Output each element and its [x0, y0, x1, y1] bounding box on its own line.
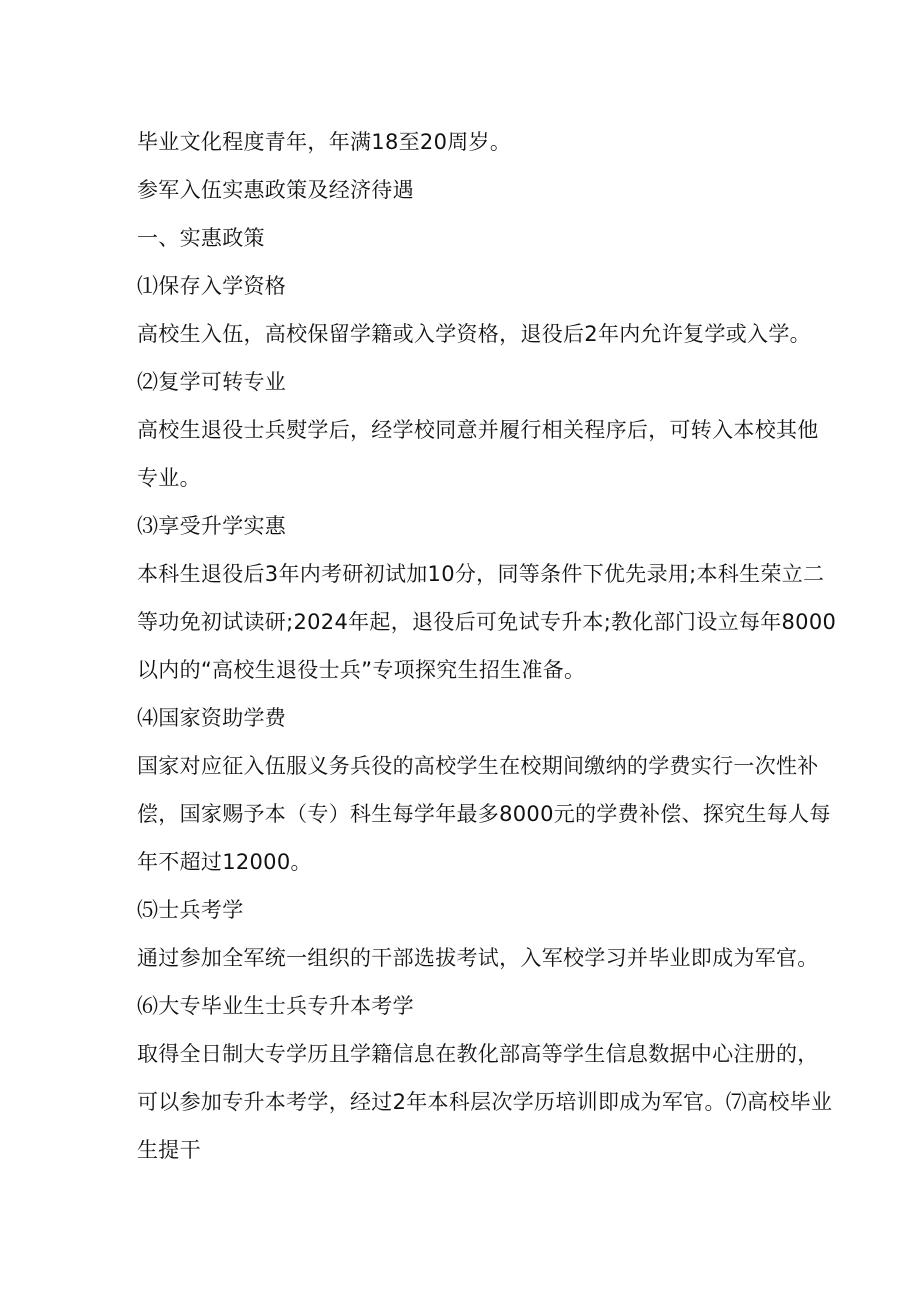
text-line: 偿，国家赐予本（专）科生每学年最多8000元的学费补偿、探究生每人每 — [137, 802, 831, 826]
section-heading: 参军入伍实惠政策及经济待遇 — [137, 178, 414, 202]
text-line: 高校生退役士兵熨学后，经学校同意并履行相关程序后，可转入本校其他 — [137, 418, 819, 442]
text-line: 取得全日制大专学历且学籍信息在教化部高等学生信息数据中心注册的， — [137, 1042, 819, 1066]
text-line: 本科生退役后3年内考研初试加10分，同等条件下优先录用;本科生荣立二 — [137, 562, 825, 586]
section-heading: 一、实惠政策 — [137, 226, 265, 250]
text-line: 国家对应征入伍服义务兵役的高校学生在校期间缴纳的学费实行一次性补 — [137, 754, 819, 778]
text-line: 等功免初试读研;2024年起，退役后可免试专升本;教化部门设立每年8000 — [137, 610, 837, 634]
text-line: 通过参加全军统一组织的干部选拔考试，入军校学习并毕业即成为军官。 — [137, 946, 819, 970]
item-heading: ⑴保存入学资格 — [137, 274, 287, 298]
text-line: 专业。 — [137, 466, 201, 490]
text-line: 以内的“高校生退役士兵”专项探究生招生准备。 — [137, 658, 586, 682]
item-heading: ⑵复学可转专业 — [137, 370, 287, 394]
document-body — [137, 118, 837, 1174]
item-heading: ⑷国家资助学费 — [137, 706, 287, 730]
item-heading: ⑸士兵考学 — [137, 898, 244, 922]
text-line: 可以参加专升本考学，经过2年本科层次学历培训即成为军官。⑺高校毕业 — [137, 1090, 833, 1114]
text-line: 年不超过12000。 — [137, 850, 312, 874]
item-heading: ⑶享受升学实惠 — [137, 514, 287, 538]
text-line: 生提干 — [137, 1138, 201, 1162]
item-heading: ⑹大专毕业生士兵专升本考学 — [137, 994, 414, 1018]
text-line: 高校生入伍，高校保留学籍或入学资格，退役后2年内允许复学或入学。 — [137, 322, 811, 346]
text-line: 毕业文化程度青年，年满18至20周岁。 — [137, 130, 512, 154]
